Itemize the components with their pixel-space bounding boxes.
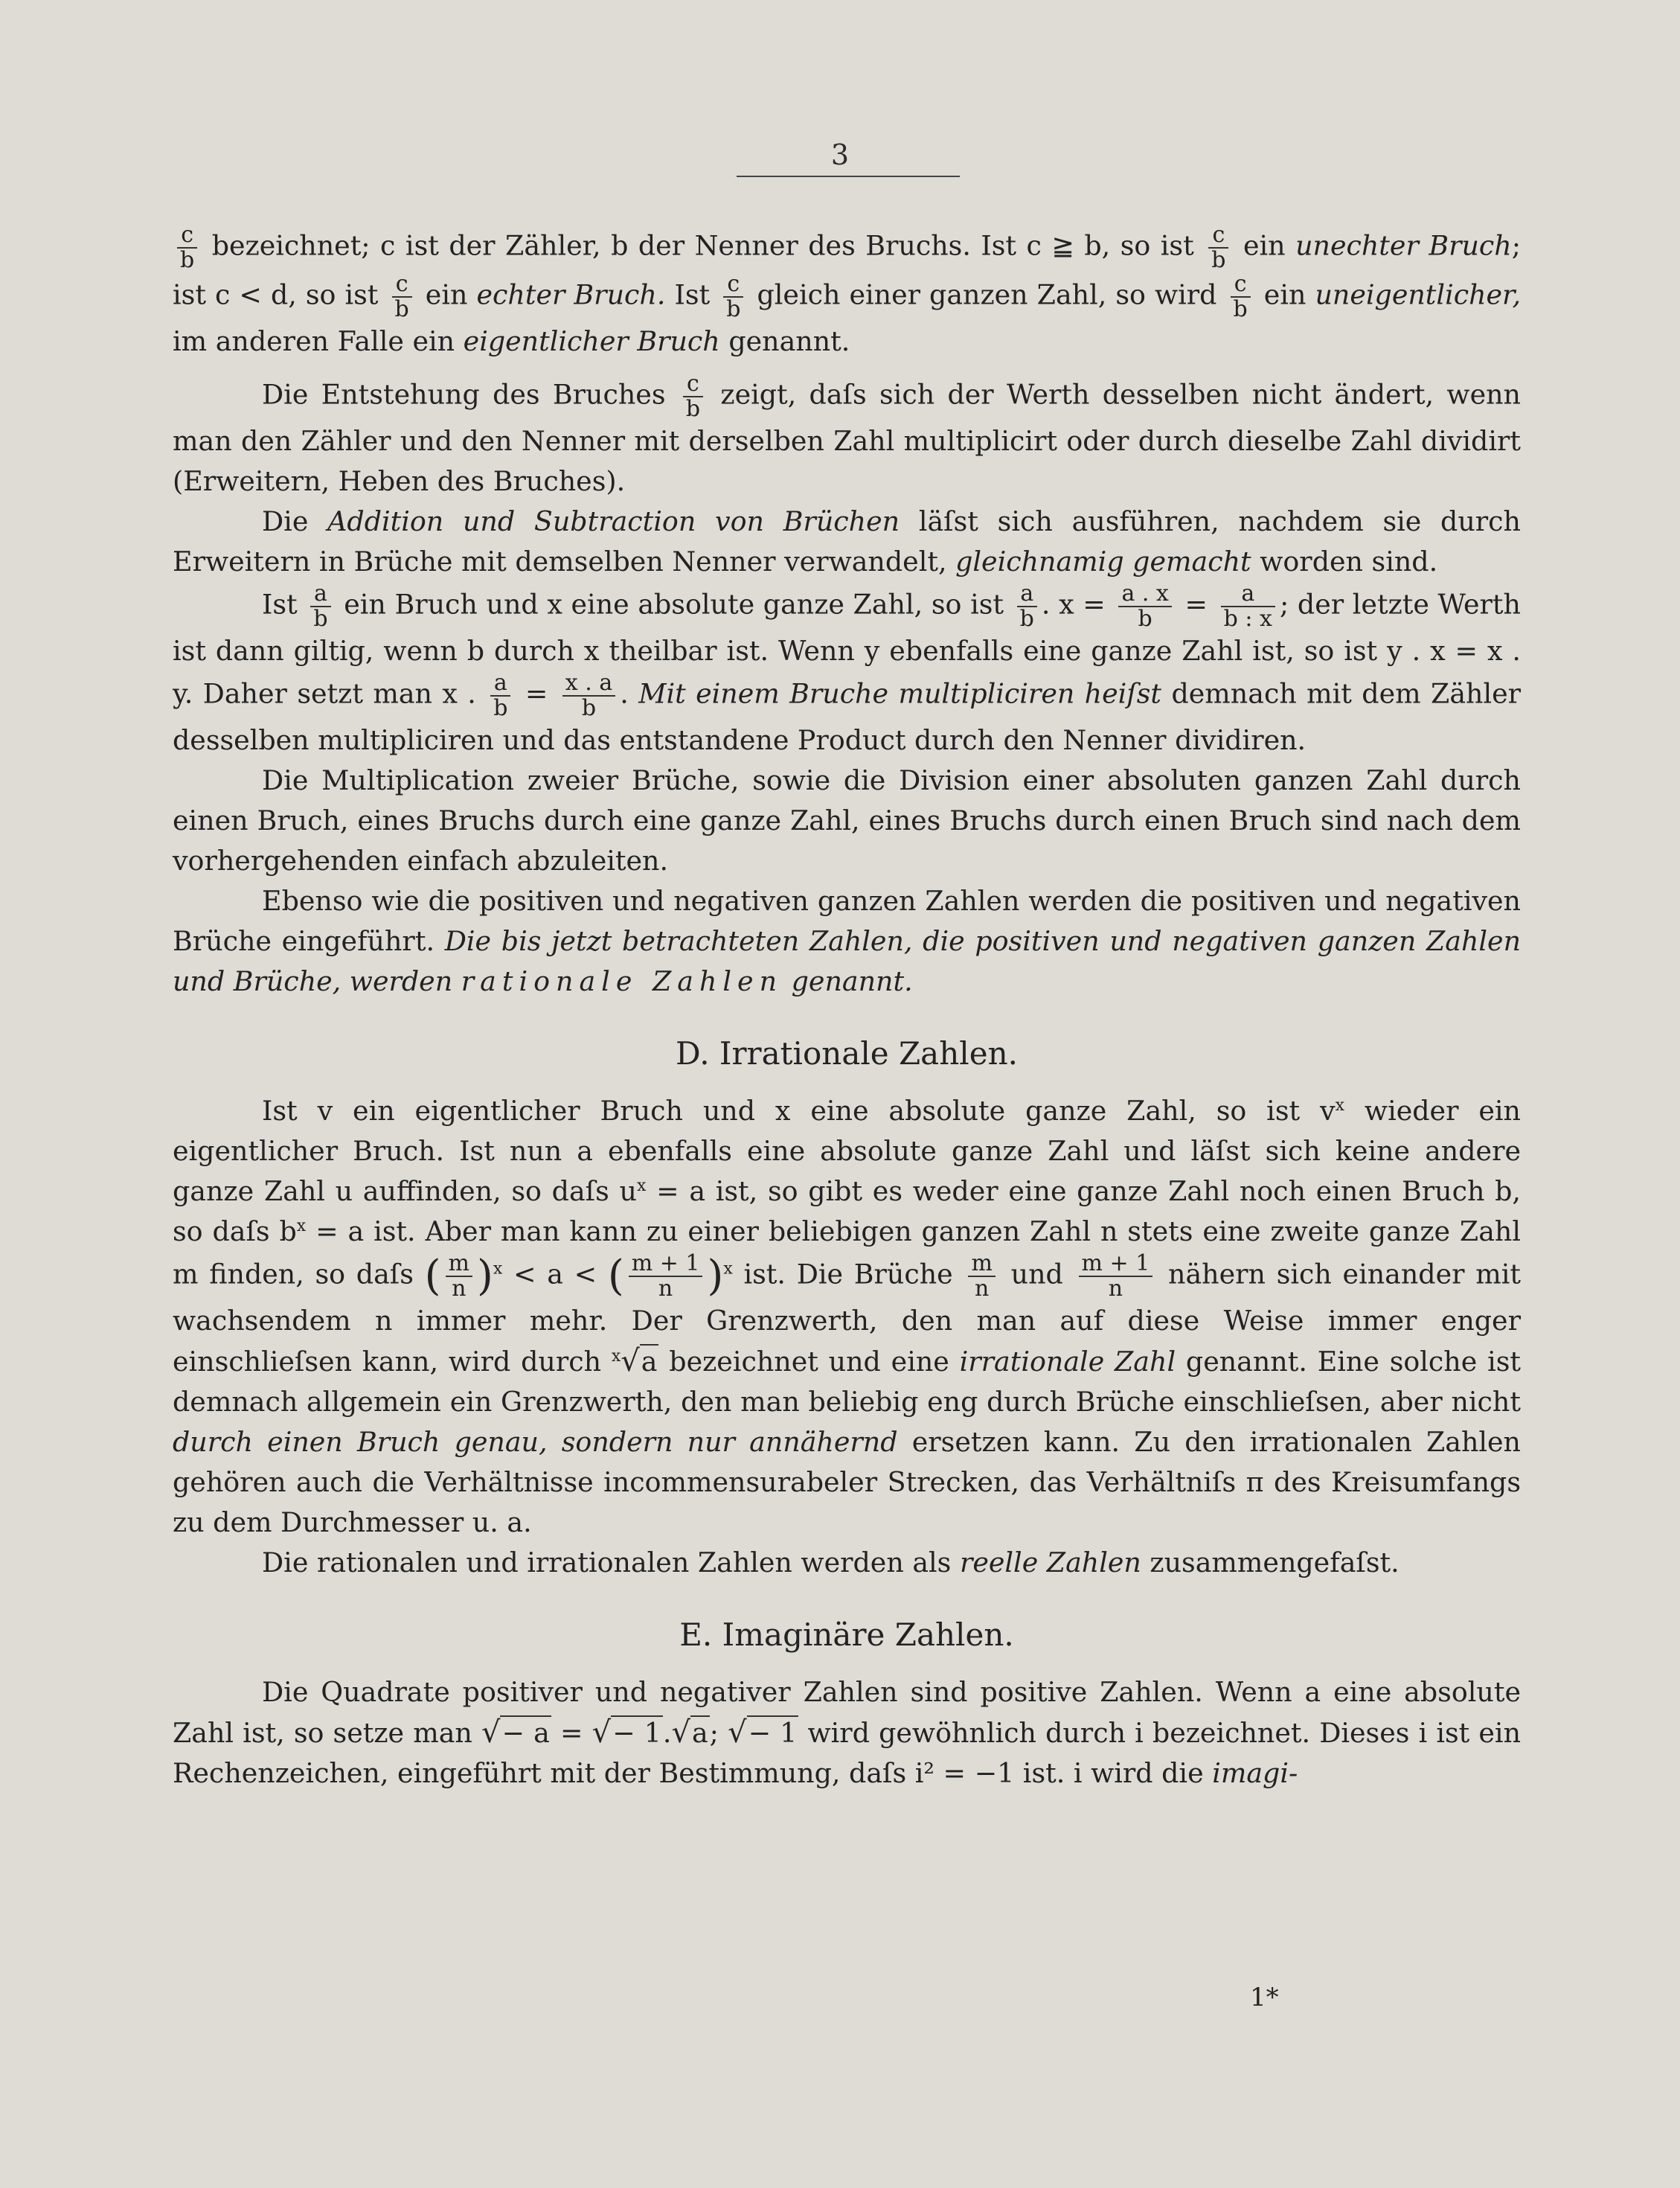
paragraph-division: Die Multiplication zweier Brüche, sowie die Division einer absoluten ganzen Zahl durch einen Bruch, eines Bruchs durch eine ganze Zahl, eines Bruchs durch einen Bruch sind nach dem vorhergehenden einfach abzuleiten. <box>173 764 1521 877</box>
root-neg-1: √− 1 <box>728 1715 798 1750</box>
fraction-c-b: $\frac{c}{b}$ <box>1231 272 1251 322</box>
root-x-a: $^x$√a <box>611 1344 658 1378</box>
header-rule <box>737 176 960 177</box>
fraction-c-b: $\frac{c}{b}$ <box>1208 223 1228 272</box>
fraction-a-b: $\frac{a}{b}$ <box>1017 582 1037 631</box>
fraction-m-n: $\frac{m}{n}$ <box>446 1252 472 1301</box>
fraction-xa-b: $\frac{x . a}{b}$ <box>562 671 615 720</box>
fraction-a-b: $\frac{a}{b}$ <box>310 582 330 631</box>
heading-imaginary: E. Imaginäre Zahlen. <box>679 1616 1014 1653</box>
page-number: 3 <box>830 138 850 171</box>
paragraph-real: Die rationalen und irrationalen Zahlen werden als reelle Zahlen zusammengefaſst. <box>262 1546 1400 1578</box>
paragraph-multiplication: Ist $\frac{a}{b}$ ein Bruch und x eine absolute ganze Zahl, so ist $\frac{a}{b}$ . x = $\frac{a . x}{b}$ = $\frac{a}{b : x}$ ; der letzte Werth ist dann giltig, wenn b durch x theilbar ist. Wenn y ebenfalls eine ganze Zahl ist, so ist y . x = x . y. Daher setzt man x . $\frac{a}{b}$ = $\frac{x . a}{b}$ . Mit einem Bruche multipliciren heiſst demnach mit dem Zähler desselben multipliciren und das entstandene Product durch den Nenner dividiren. <box>173 580 1522 756</box>
body-text <box>173 223 1521 1794</box>
fraction-c-b: $\frac{c}{b}$ <box>683 372 703 421</box>
fraction-a-bx: $\frac{a}{b : x}$ <box>1221 582 1275 631</box>
heading-irrational: D. Irrationale Zahlen. <box>676 1035 1018 1072</box>
root-neg-a: √− a <box>481 1715 550 1750</box>
fraction-m1-n: $\frac{m + 1}{n}$ <box>1079 1252 1153 1301</box>
fraction-m-n: $\frac{m}{n}$ <box>968 1252 995 1301</box>
printer-signature: 1* <box>1250 1983 1279 2012</box>
paragraph-irrational: Ist v ein eigentlicher Bruch und x eine absolute ganze Zahl, so ist $v^x$ wieder ein eigentlicher Bruch. Ist nun a ebenfalls eine absolute ganze Zahl und läſst sich keine andere ganze Zahl u auffinden, so daſs $u^x = a$ ist, so gibt es weder eine ganze Zahl noch einen Bruch b, so daſs $b^x = a$ ist. Aber man kann zu einer beliebigen ganzen Zahl n stets eine zweite ganze Zahl m finden, so daſs ( $\frac{m}{n}$ )$^x$ < a < ( $\frac{m + 1}{n}$ )$^x$ ist. Die Brüche $\frac{m}{n}$ und $\frac{m + 1}{n}$ nähern sich einander mit wachsendem n immer mehr. Der Grenzwerth, den man auf diese Weise immer enger einschlieſsen kann, wird durch $^x$√a bezeichnet und eine irrationale Zahl genannt. Eine solche ist demnach allgemein ein Grenzwerth, den man beliebig eng durch Brüche einschlieſsen, aber nicht durch einen Bruch genau, sondern nur annähernd ersetzen kann. Zu den irrationalen Zahlen gehören auch die Verhältnisse incommensurabeler Strecken, das Verhältniſs π des Kreisumfangs zu dem Durchmesser u. a. <box>173 1095 1522 1538</box>
fraction-c-b: $\frac{c}{b}$ <box>177 223 197 272</box>
paragraph-imaginary: Die Quadrate positiver und negativer Zahlen sind positive Zahlen. Wenn a eine absolute Zahl ist, so setze man √− a = √− 1.√a; √− 1 wird gewöhnlich durch i bezeichnet. Dieses i ist ein Rechenzeichen, eingeführt mit der Bestimmung, daſs i² = −1 ist. i wird die imagi- <box>173 1676 1522 1789</box>
root-neg-1: √− 1 <box>591 1715 661 1750</box>
paragraph-addition: Die Addition und Subtraction von Brüchen läſst sich ausführen, nachdem sie durch Erweitern in Brüche mit demselben Nenner verwandelt, gleichnamig gemacht worden sind. <box>173 505 1521 578</box>
paragraph-rational: Ebenso wie die positiven und negativen ganzen Zahlen werden die positiven und negativen Brüche eingeführt. Die bis jetzt betrachteten Zahlen, die positiven und negativen ganzen Zahlen und Brüche, werden rationale Zahlen genannt. <box>173 885 1522 997</box>
root-a: √a <box>671 1715 708 1750</box>
fraction-c-b: $\frac{c}{b}$ <box>723 272 743 322</box>
paragraph-expansion: Die Entstehung des Bruches $\frac{c}{b}$ zeigt, daſs sich der Werth desselben nicht ändert, wenn man den Zähler und den Nenner mit derselben Zahl multiplicirt oder durch dieselbe Zahl dividirt (Erweitern, Heben des Bruches). <box>173 371 1521 497</box>
fraction-m1-n: $\frac{m + 1}{n}$ <box>629 1252 703 1301</box>
paragraph-fraction-definition: $\frac{c}{b}$ bezeichnet; c ist der Zähler, b der Nenner des Bruchs. Ist c ≧ b, so ist $\frac{c}{b}$ ein unechter Bruch; ist c < d, so ist $\frac{c}{b}$ ein echter Bruch. Ist $\frac{c}{b}$ gleich einer ganzen Zahl, so wird $\frac{c}{b}$ ein uneigentlicher, im anderen Falle ein eigentlicher Bruch genannt. <box>173 222 1522 357</box>
fraction-ax-b: $\frac{a . x}{b}$ <box>1118 582 1171 631</box>
fraction-c-b: $\frac{c}{b}$ <box>392 272 412 322</box>
fraction-a-b: $\frac{a}{b}$ <box>490 671 510 720</box>
